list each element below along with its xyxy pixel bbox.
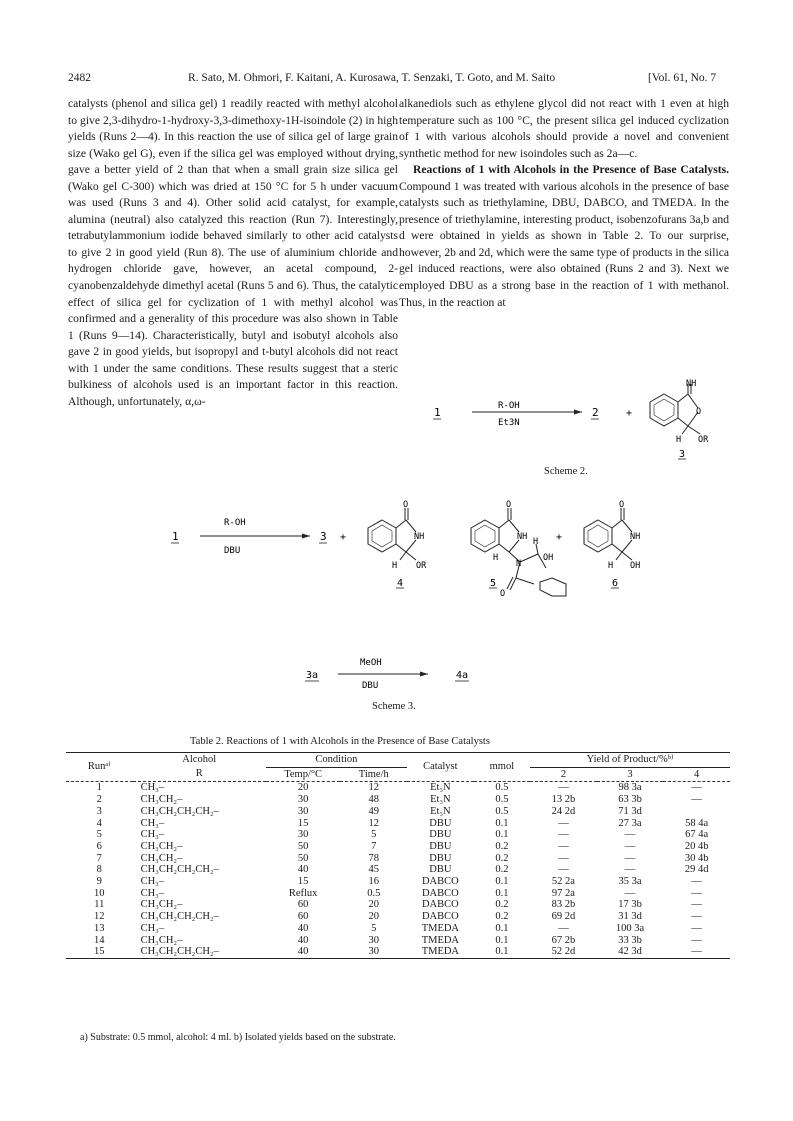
scheme2-plus: + — [626, 408, 633, 419]
svg-text:O: O — [500, 589, 506, 598]
table-cell: 0.2 — [495, 899, 509, 911]
table-cell: 5 — [371, 829, 377, 841]
table-cell: 33 3b — [618, 934, 642, 946]
left-paragraph: catalysts (phenol and silica gel) 1 readily reacted with methyl alcohol to give 2,3-dihydro-1-hydroxy-3,3-dimethoxy-1H-isoindole (2) in high yields (Runs 2—4). In this reaction the use of silica gel of large grain size (Wako gel G), even if the silica gel was employed without drying, gave a better yield of 2 than that when a small grain size silica gel (Wako gel C-300) which was dried at 150 °C for 5 h under vacuum was used (Runs 3 and 4). Other solid acid catalyst, for example, alumina (neutral) also catalyzed this reaction (Run 7). Interestingly, tetrabutylammonium iodide behaved similarly to other acid catalysts to give 2 in good yield (Run 8). The use of aluminium chloride and hydrogen chloride gave, however, an acetal compound, 2-cyanobenzaldehyde dimethyl acetal (Runs 5 and 6). Thus, the catalytic effect of silica gel for cyclization of 1 with methyl alcohol was confirmed and a generality of this procedure was also shown in Table 1 (Runs 9—14). Characteristically, butyl and isobutyl alcohols also gave 2 in good yields, but isopropyl and t-butyl alcohols did not react with 1 under the same conditions. These results suggest that a steric bulkiness of alcohols used is an important factor in this reaction. Although, unfortunately, α,ω- — [68, 97, 398, 408]
table-cell: 0.2 — [495, 840, 509, 852]
table-row — [66, 818, 730, 830]
table-cell: — — [624, 887, 636, 899]
table-cell: 67 4a — [685, 829, 709, 841]
table-row — [66, 935, 730, 947]
table-cell: CH₃CH₂– — [140, 852, 183, 864]
header-yield-3: 3 — [597, 767, 664, 782]
header-condition: Condition — [266, 753, 407, 768]
scheme3-line2-reactant: 3a — [306, 670, 319, 681]
table-cell: — — [558, 864, 569, 876]
table-cell: DBU — [429, 864, 452, 876]
isoindolinone-structure-6 — [584, 508, 632, 560]
table-row — [66, 911, 730, 923]
table-footnote: a) Substrate: 0.5 mmol, alcohol: 4 ml. b) Isolated yields based on the substrate. — [80, 1032, 396, 1043]
table-cell: 29 4d — [684, 864, 709, 876]
table-cell: — — [558, 817, 569, 829]
table-cell: 20 — [297, 782, 309, 794]
table-row — [66, 923, 730, 935]
table-cell: — — [691, 899, 702, 911]
left-column — [68, 96, 398, 410]
table-row — [66, 876, 730, 888]
svg-text:NH: NH — [517, 532, 528, 542]
table-cell: 0.1 — [495, 922, 509, 934]
table-cell: 69 2d — [551, 911, 576, 923]
table-cell: — — [624, 840, 636, 852]
table-cell: 0.5 — [495, 805, 509, 817]
section-heading: Reactions of 1 with Alcohols in the Presence of Base Catalysts. — [413, 163, 729, 177]
table-cell: CH₃CH₂CH₂CH₂– — [140, 946, 219, 958]
table-cell: 1 — [96, 782, 102, 794]
table-cell: 0.1 — [495, 946, 509, 958]
table-cell: — — [691, 934, 702, 946]
table-cell: — — [558, 782, 569, 794]
table-cell: 30 — [297, 805, 309, 817]
table-cell: — — [691, 911, 702, 923]
table-cell: 60 — [297, 911, 309, 923]
table-cell: 10 — [94, 887, 105, 899]
table-cell: — — [691, 782, 702, 794]
table-cell: — — [558, 829, 569, 841]
scheme3-line2-reagent-top: MeOH — [360, 658, 382, 668]
isoindolinone-structure-4 — [368, 508, 416, 560]
table-cell: 45 — [368, 864, 380, 876]
scheme3-reagent-top: R-OH — [224, 518, 246, 528]
table-cell: DABCO — [421, 911, 459, 923]
table-cell: — — [691, 922, 702, 934]
svg-text:O: O — [403, 500, 409, 510]
table-cell: CH₃CH₂CH₂CH₂– — [140, 805, 219, 817]
table-cell: 30 4b — [684, 852, 709, 864]
scheme3-plus: + — [340, 532, 347, 543]
scheme3-line2-reagent-bottom: DBU — [362, 681, 379, 691]
scheme3-label-4: 4 — [397, 578, 404, 589]
journal-volume: [Vol. 61, No. 7 — [648, 72, 717, 84]
table-cell: 0.2 — [495, 864, 509, 876]
table-cell: CH₃– — [140, 817, 165, 829]
table-cell: 11 — [94, 899, 105, 911]
table-cell: DBU — [429, 829, 452, 841]
table-cell: 13 — [94, 922, 105, 934]
table-cell: Et₃N — [430, 805, 451, 817]
scheme2-reagent-bottom: Et3N — [498, 418, 520, 428]
table-cell: — — [558, 840, 569, 852]
table-cell: 4 — [96, 817, 102, 829]
table-cell: 40 — [297, 922, 309, 934]
table-cell: 67 2b — [551, 934, 576, 946]
svg-text:H: H — [533, 537, 539, 547]
svg-text:O: O — [619, 500, 625, 510]
page-number: 2482 — [68, 72, 91, 84]
scheme-2-caption: Scheme 2. — [544, 466, 588, 477]
table-cell: 20 4b — [684, 840, 709, 852]
table-cell: 0.2 — [495, 911, 509, 923]
table-cell: — — [624, 829, 636, 841]
table-cell: 0.5 — [495, 794, 509, 806]
table-caption: Table 2. Reactions of 1 with Alcohols in the Presence of Base Catalysts — [190, 736, 490, 747]
isobenzofuran-structure-3 — [650, 384, 700, 434]
svg-text:+: + — [556, 532, 563, 543]
table-row — [66, 829, 730, 841]
table-cell: — — [558, 852, 569, 864]
header-yield-4: 4 — [663, 767, 730, 782]
table-cell: DABCO — [421, 876, 459, 888]
table-cell: 20 — [368, 911, 380, 923]
svg-text:OR: OR — [416, 561, 427, 571]
table-cell: — — [624, 864, 636, 876]
table-cell: — — [691, 876, 702, 888]
table-cell: CH₃– — [140, 829, 165, 841]
table-cell: 49 — [368, 805, 380, 817]
table-cell: TMEDA — [421, 922, 460, 934]
scheme3-reactant: 1 — [172, 530, 179, 543]
svg-text:H: H — [608, 561, 614, 571]
table-cell: 83 2b — [551, 899, 576, 911]
header-run: Runᵃ⁾ — [66, 753, 133, 782]
bis-isoindolinone-structure-5 — [471, 508, 566, 596]
table-cell: 15 — [297, 876, 309, 888]
table-cell: — — [558, 922, 569, 934]
table-cell: 7 — [96, 852, 102, 864]
table-cell: 6 — [96, 840, 102, 852]
table-row — [66, 782, 730, 794]
scheme-2-drawing — [420, 378, 740, 460]
table-cell: 20 — [368, 899, 380, 911]
scheme3-label-5: 5 — [490, 578, 497, 589]
table-cell: 40 — [297, 934, 309, 946]
table-cell: 8 — [96, 864, 102, 876]
table-cell: 24 2d — [551, 805, 576, 817]
svg-text:H: H — [392, 561, 398, 571]
table-cell — [663, 806, 730, 818]
table-cell: 78 — [368, 852, 380, 864]
table-cell: 71 3d — [618, 805, 642, 817]
table-cell: 52 2a — [551, 876, 575, 888]
table-row — [66, 946, 730, 958]
svg-text:OH: OH — [630, 561, 641, 571]
results-table — [66, 752, 730, 959]
scheme3-reagent-bottom: DBU — [224, 546, 241, 556]
right-paragraph-1: alkanediols such as ethylene glycol did not react with 1 even at high temperature such as 100 °C, the present silica gel induced cyclization of 1 with various alcohols should provide a novel and convenient synthetic method for new isoindoles such as 2a—c. — [399, 97, 729, 160]
table-row — [66, 806, 730, 818]
running-authors: R. Sato, M. Ohmori, F. Kaitani, A. Kurosawa, T. Senzaki, T. Goto, and M. Saito — [188, 72, 556, 84]
table-cell: 31 3d — [618, 911, 642, 923]
table-cell: 0.1 — [495, 934, 509, 946]
table-cell: 30 — [297, 794, 309, 806]
table-cell: 12 — [368, 782, 380, 794]
scheme3-label-6: 6 — [612, 578, 619, 589]
table-cell: 12 — [94, 911, 105, 923]
table-cell: 0.1 — [495, 817, 509, 829]
scheme2-product-2: 2 — [592, 406, 599, 419]
table-row — [66, 864, 730, 876]
table-cell: Et₃N — [430, 794, 451, 806]
table-cell: CH₃CH₂CH₂CH₂– — [140, 911, 219, 923]
table-cell: 2 — [96, 794, 102, 806]
table-row — [66, 899, 730, 911]
table-cell: CH₃– — [140, 922, 165, 934]
svg-text:NH: NH — [686, 379, 697, 389]
scheme2-product-3: 3 — [679, 449, 686, 460]
table-cell: 3 — [96, 805, 102, 817]
table-cell: CH₃– — [140, 887, 165, 899]
table-row — [66, 841, 730, 853]
table-cell: CH₃CH₂CH₂CH₂– — [140, 864, 219, 876]
table-cell: DBU — [429, 840, 452, 852]
table-cell: 0.1 — [495, 829, 509, 841]
table-cell: 98 3a — [618, 782, 642, 794]
table-cell: 17 3b — [618, 899, 642, 911]
header-time: Time/h — [340, 767, 407, 782]
table-cell: CH₃CH₂– — [140, 794, 183, 806]
table-cell: 7 — [371, 840, 377, 852]
right-paragraph-2 — [399, 162, 729, 311]
header-alcohol-r: R — [133, 767, 266, 782]
table-cell: CH₃CH₂– — [140, 840, 183, 852]
scheme2-reactant: 1 — [434, 406, 441, 419]
svg-text:NH: NH — [414, 532, 425, 542]
table-cell: 35 3a — [618, 876, 642, 888]
table-cell: 58 4a — [685, 817, 709, 829]
header-yield: Yield of Product/%ᵇ⁾ — [530, 753, 730, 768]
table-cell: TMEDA — [421, 934, 460, 946]
table-cell: DABCO — [421, 899, 459, 911]
table-cell: 0.5 — [367, 887, 381, 899]
table-cell: Reflux — [288, 887, 318, 899]
table-cell: CH₃CH₂– — [140, 934, 183, 946]
scheme-3-caption: Scheme 3. — [372, 701, 416, 712]
table-cell: — — [691, 887, 702, 899]
scheme-3-drawing — [160, 498, 660, 598]
table-cell: 9 — [96, 876, 102, 888]
svg-text:O: O — [506, 500, 512, 510]
header-catalyst: Catalyst — [407, 753, 474, 782]
table-cell: CH₃CH₂– — [140, 899, 183, 911]
table-cell: 97 2a — [551, 887, 575, 899]
table-cell: 0.2 — [495, 852, 509, 864]
table-cell: 15 — [94, 946, 105, 958]
svg-text:OR: OR — [698, 435, 709, 445]
table-cell: 52 2d — [551, 946, 576, 958]
table-cell: 63 3b — [618, 794, 642, 806]
table-cell: 0.5 — [495, 782, 509, 794]
right-column — [399, 96, 729, 311]
table-cell: 15 — [297, 817, 309, 829]
header-alcohol: Alcohol — [182, 754, 217, 766]
table-cell: DABCO — [421, 887, 459, 899]
table-cell: 12 — [368, 817, 380, 829]
svg-text:H: H — [493, 553, 499, 563]
scheme-3-line-2 — [300, 654, 490, 694]
svg-text:OH: OH — [543, 553, 554, 563]
table-row — [66, 794, 730, 806]
svg-text:NH: NH — [630, 532, 641, 542]
scheme2-reagent-top: R-OH — [498, 401, 520, 411]
scheme3-product-3: 3 — [320, 530, 327, 543]
table-cell: 0.1 — [495, 887, 509, 899]
table-cell: — — [691, 794, 702, 806]
table-cell: 40 — [297, 946, 309, 958]
table-cell: 50 — [297, 840, 309, 852]
table-cell: 30 — [297, 829, 309, 841]
header-yield-2: 2 — [530, 767, 597, 782]
table-cell: Et₃N — [430, 782, 451, 794]
table-cell: 0.1 — [495, 876, 509, 888]
table-cell: 14 — [94, 934, 105, 946]
scheme3-line2-product: 4a — [456, 670, 469, 681]
svg-text:N: N — [516, 559, 522, 569]
table-row — [66, 888, 730, 900]
table-cell: 100 3a — [615, 922, 645, 934]
table-cell: DBU — [429, 817, 452, 829]
table-cell: 50 — [297, 852, 309, 864]
table-cell: 13 2b — [551, 794, 576, 806]
table-row — [66, 853, 730, 865]
table-cell: CH₃– — [140, 876, 165, 888]
table-cell: 16 — [368, 876, 380, 888]
table-cell: 27 3a — [618, 817, 642, 829]
table-cell: 30 — [368, 946, 380, 958]
svg-text:O: O — [696, 407, 702, 417]
svg-text:H: H — [676, 435, 682, 445]
table-cell: 48 — [368, 794, 380, 806]
table-cell: 5 — [371, 922, 377, 934]
table-cell: CH₃– — [140, 782, 165, 794]
table-cell: 60 — [297, 899, 309, 911]
table-cell: 30 — [368, 934, 380, 946]
table-cell: 5 — [96, 829, 102, 841]
table-cell: 40 — [297, 864, 309, 876]
table-cell: — — [691, 946, 702, 958]
table-cell: 42 3d — [618, 946, 642, 958]
table-cell: TMEDA — [421, 946, 460, 958]
table-cell: DBU — [429, 852, 452, 864]
table-cell: — — [624, 852, 636, 864]
header-temp: Temp/°C — [266, 767, 341, 782]
section-body: Compound 1 was treated with various alcohols in the presence of base catalysts such as triethylamine, DBU, DABCO, and TMEDA. In the presence of triethylamine, interesting product, isobenzofurans 3a,b and d were obtained in yields as shown in Table 2. To our surprise, however, 2b and 2d, which were the same type of products in the silica gel induced reactions, were also obtained (Runs 2 and 3). Next we employed DBU as a strong base in the reaction of 1 with methanol. Thus, in the reaction at — [399, 179, 729, 309]
header-mmol: mmol — [474, 753, 531, 782]
